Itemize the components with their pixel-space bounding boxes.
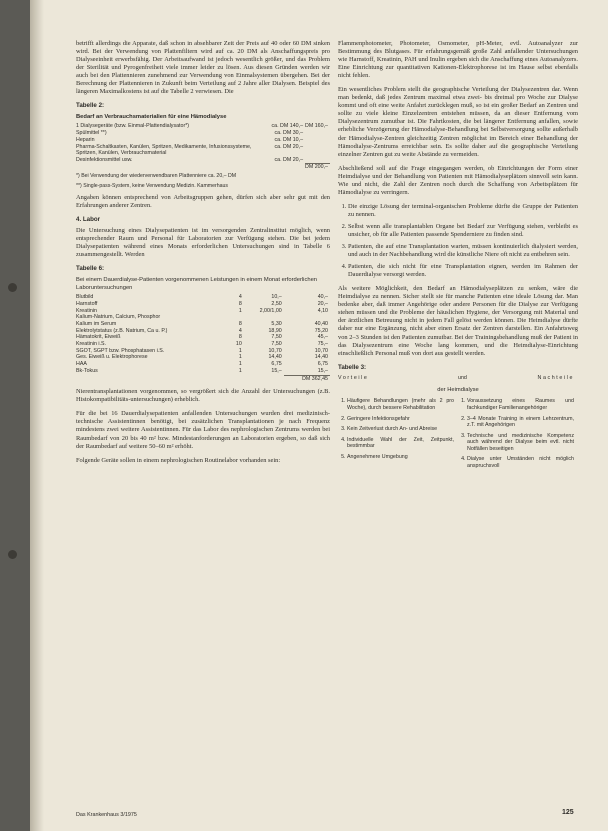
- row-sum: 6,75: [317, 361, 328, 368]
- table-body: [76, 123, 330, 170]
- row-label: Heparin: [76, 136, 95, 143]
- advantage-item: 4. Individuelle Wahl der Zeit, Zeitpunkt, bestimmbar: [347, 437, 454, 450]
- row-price: 6,75: [271, 361, 282, 368]
- row-label: Desinfektionsmittel usw.: [76, 156, 133, 163]
- paragraph: Abschließend soll auf die Frage eingegangen werden, ob Einrichtungen der Form einer Heimdialyse und der Behandlung von Patienten mit Hämodialyseplätzen sinnvoll sein kann. Wie und nicht, die Zahl der Zentren noch durch die Schaffung von Arbeitsplätzen für Hämodialyse zu verringern.: [338, 164, 578, 196]
- table-sum: DM 362,45: [284, 375, 330, 382]
- row-price: 10,70: [268, 347, 282, 354]
- table-row: [76, 368, 330, 375]
- row-count: 8: [238, 334, 242, 341]
- table-caption: Bedarf an Verbrauchsmaterialien für eine Hämodialyse: [76, 114, 227, 121]
- row-total: [305, 157, 330, 164]
- list-item: 1. Die einzige Lösung der terminal-organischen Probleme dürfte die Gruppe der Patienten zu nennen.: [348, 203, 578, 219]
- table-row: [76, 144, 330, 157]
- row-price: [244, 314, 284, 321]
- paragraph: Flammenphotometer, Photometer, Osmometer, pH-Meter, evtl. Autoanalyzer zur Bestimmung des Blutgases. Für erfahrungsgemäß große Zahl anfallender Untersuchungen wie Harnstoff, Kreatinin, PAH und Inulin ergeben sich die Anschaffung eines Autoanalyzers. Eine Einrichtung zur quantitativen Kationen-Elektrophorese ist im Hause selbst ebenfalls nicht fehlen.: [338, 40, 578, 80]
- row-count: 10: [235, 341, 242, 348]
- table-2: [76, 102, 330, 189]
- row-label: Kalium im Serum: [76, 320, 117, 327]
- list-item: 4. Patienten, die sich nicht für eine Transplantation eignen, werden im Rahmen der Dauerdialyse versorgt werden.: [348, 263, 578, 279]
- table-subhead: der Heimdialyse: [437, 387, 479, 394]
- disadvantages-list: [458, 398, 574, 469]
- left-column: [76, 40, 330, 471]
- row-total: [305, 130, 330, 137]
- row-count: 1: [238, 367, 242, 374]
- punch-hole: [8, 283, 17, 292]
- table-row: [76, 294, 330, 301]
- row-sum: 75,–: [317, 341, 328, 348]
- disadvantage-item: 4. Dialyse unter Umständen nicht möglich anspruchsvoll: [467, 456, 574, 469]
- column-head-joiner: und: [458, 374, 467, 381]
- table-row: [76, 361, 330, 368]
- column-head: Nachteile: [537, 374, 574, 381]
- table-sum: DM 200,–: [305, 164, 328, 171]
- row-count: 8: [238, 320, 242, 327]
- row-count: 1: [238, 361, 242, 368]
- row-sum: 75,20: [314, 327, 328, 334]
- paragraph: Als weitere Möglichkeit, den Bedarf an Hämodialyseplätzen zu senken, wäre die Heimdialyse zu nennen. Sicher stellt sie für manche Patienten eine ideale Lösung dar. Man bedenke aber, daß immer Angehörige oder andere Personen für die Dialyse zur Verfügung stehen müssen und die Probleme der häuslichen Hygiene, der Versorgung mit Material und der ärztlichen Betreuung nicht in jedem Fall gelöst werden können. Die Heimdialyse dürfte daher nur eine Ergänzung, nicht aber einen Ersatz der Zentren darstellen. Ein Anfahrtsweg von 2–3 Stunden ist den Patienten zumutbar. Bei der Trainingsbehandlung muß der Patient in das Dialysezentrum eine Woche lang kommen, und die Heimdialyse-Einrichtung einschließlich Personal muß von dort aus gestellt werden.: [338, 285, 578, 357]
- row-total: [305, 137, 330, 144]
- row-label: Kreatinin: [76, 307, 97, 314]
- advantages-list: [338, 398, 454, 460]
- column-head: Vorteile: [338, 374, 369, 381]
- table-caption: Bei einem Dauerdialyse-Patienten vorgenommenen Leistungen in einem Monat erforderlichen Laboruntersuchungen: [76, 277, 318, 292]
- table-title: Tabelle 3:: [338, 363, 367, 371]
- row-label: Kalium-Natrium, Calcium, Phosphor: [76, 314, 161, 321]
- table-6: [76, 265, 330, 382]
- row-sum: 4,10: [317, 307, 328, 314]
- row-label: Hämatokrit, Eiweiß: [76, 334, 121, 341]
- row-sum: 10,70: [314, 347, 328, 354]
- row-label: Blutbild: [76, 294, 94, 301]
- row-count: 4: [238, 327, 242, 334]
- advantage-item: 5. Angenehmere Umgebung: [347, 454, 454, 461]
- row-amount: ca. DM 20,–: [274, 143, 304, 150]
- paragraph: Für die bei 16 Dauerdialysepatienten anfallenden Untersuchungen wurden drei medizinisch-technische Assistentinnen benötigt, bei zusätzlichen Transplantationen je nach Frequenz mindestens zwei weitere Assistentinnen. Für das Labor des nephrologischen Zentrums werden bei Raumbedarf von 20 bis 40 m² bzw. Mindestanforderungen an Laboratorien ergeben, so daß sich der Raumbedarf auf weitere 50–60 m² erhöht.: [76, 410, 330, 450]
- table-row: [76, 328, 330, 335]
- table-row: [76, 334, 330, 341]
- paragraph: Folgende Geräte sollen in einem nephrologischen Routinelabor vorhanden sein:: [76, 456, 281, 464]
- table-row: [76, 348, 330, 355]
- row-price: 18,90: [268, 327, 282, 334]
- row-amount: ca. DM 140,–: [271, 123, 304, 130]
- row-price: 2,00/1,00: [259, 307, 282, 314]
- advantage-item: 2. Geringere Infektionsgefahr: [347, 416, 454, 423]
- table-row: [76, 354, 330, 361]
- row-sum: 45,–: [317, 334, 328, 341]
- row-amount: ca. DM 20,–: [274, 156, 304, 163]
- row-sum: 40,–: [317, 294, 328, 301]
- row-label: Bk-Tokus: [76, 367, 98, 374]
- row-price: 14,40: [268, 354, 282, 361]
- paragraph: betrifft allerdings die Apparate, daß schon in absehbarer Zeit der Preis auf 40 oder 60 DM sinken wird. Bei der Verwendung von Plattenfiltern wird auf ca. 20 DM als Anschaffungspreis pro Dialyseeinheit erwerbsfähig. Der Arbeitsaufwand ist jedoch wesentlich größer, und das Problem der Sterilität und Pyrogenfreiheit viele immer leider zu lösen. Aus diesen Gründen werden wir auch bei den Plattennieren zunehmend zur Verwendung von Einmalsystemen übergehen. Bei der Berechnung der Plattennieren in Zukunft beim Verteilung auf 2 Jahre aller Dialysen. Beispiel des längeren Maximalkostens ist auf die Tabelle 2 verwiesen. Die: [76, 40, 330, 96]
- paragraph: Ein wesentliches Problem stellt die geographische Verteilung der Dialysezentren dar. Wenn man bedenkt, daß jedes Zentrum maximal etwa zwei- bis dreimal pro Woche zur Dialyse kommt und oft eine weite Anfahrt zurücklegen muß, so ist ein großer Bedarf an Zentren und sollte zu viele kleine Einzelzentren entstehen müssen, da an dieser Entfernung vom Dialysezentrum zumutbar ist. Die Fahrtkosten, die bei längerer Entfernung anfallen, sowie erhebliche Verzögerung der Hämodialyse-Behandlung bei Selbstversorgung sollte außerhalb der Hämodialyse-Zentren gleichzeitig Zentren möglichst im Bereich einer Behandlung der Hämodialyse-Zentrums erreichbar sein. Es sollte daher auf die geographische Verteilung einzelner Zentren gut zu weite Abstände zu vermeiden.: [338, 86, 578, 158]
- row-amount: ca. DM 10,–: [274, 136, 304, 143]
- row-label: Kreatinin i.S.: [76, 341, 107, 348]
- table-row: [76, 321, 330, 328]
- footnote: *) Bei Verwendung der wiederverwendbaren Plattenniere ca. 20,– DM: [76, 172, 237, 179]
- row-price: 7,50: [271, 341, 282, 348]
- row-label: HAA: [76, 361, 87, 368]
- paragraph: Nierentransplantationen vorgenommen, so vergrößert sich die Anzahl der Untersuchungen (z.B. Histokompatibilitäts-untersuchungen) erheblich.: [76, 388, 330, 404]
- table-3: [338, 364, 578, 481]
- disadvantage-item: 3. Technische und medizinische Kompetenz auch während der Dialyse beim evtl. nicht Notfällen beseitigen: [467, 433, 574, 453]
- row-label: Pharma-Schaltkasten, Kanülen, Spritzen, Medikamente, Infusionssysteme, Spritzen, Kanülen, Verbrauchsmaterial: [76, 143, 252, 157]
- table-header: [338, 375, 578, 387]
- journal-footer: Das Krankenhaus 3/1975: [76, 812, 137, 818]
- paragraph: Angaben können entsprechend von Arbeitsgruppen gehen, dürfen sich aber sehr gut mit den Erfahrungen anderer Zentren.: [76, 193, 330, 209]
- row-sum: 15,–: [317, 367, 328, 374]
- footnote: **) Single-pass-System, keine Verwendung Medizin. Kammerhaus: [76, 183, 228, 190]
- row-count: 1: [238, 347, 242, 354]
- numbered-list: [338, 203, 578, 279]
- row-count: 1: [238, 307, 242, 314]
- row-label: Elektrolytstatus (z.B. Natrium, Ca u. P.): [76, 327, 168, 334]
- row-price: 10,–: [271, 294, 282, 301]
- row-count: [231, 314, 244, 321]
- disadvantage-item: 2. 3–4 Monate Training in einem Lehrzentrum, z.T. mit Angehörigen: [467, 416, 574, 429]
- right-column: [338, 40, 578, 481]
- table-title: Tabelle 6:: [76, 264, 105, 272]
- row-total: DM 160,–: [305, 123, 328, 130]
- row-label: Spülmittel **): [76, 130, 107, 137]
- section-heading: 4. Labor: [76, 215, 101, 223]
- disadvantage-item: 1. Voraussetzung eines Raumes und fachkundiger Familienangehöriger: [467, 398, 574, 411]
- row-label: 1 Dialysegeräte (bzw. Einmal-Plattendialysator*): [76, 123, 190, 130]
- table-row: [76, 137, 330, 144]
- table-row: [76, 314, 330, 321]
- advantage-item: 1. Häufigere Behandlungen (mehr als 2 pro Woche), durch bessere Rehabilitation: [347, 398, 454, 411]
- row-price: 2,50: [271, 300, 282, 307]
- row-count: 8: [238, 300, 242, 307]
- row-price: 15,–: [271, 367, 282, 374]
- table-row: [76, 341, 330, 348]
- table-row: [76, 130, 330, 137]
- row-count: 4: [238, 294, 242, 301]
- table-row: [76, 123, 330, 130]
- advantage-item: 3. Kein Zeitverlust durch An- und Abreise: [347, 426, 454, 433]
- table-title: Tabelle 2:: [76, 102, 105, 110]
- table-body: [76, 294, 330, 382]
- binding-gutter: [30, 0, 44, 831]
- paragraph: Die Untersuchung eines Dialysepatienten ist im versorgenden Zentralinstitut möglich, wenn entsprechender Raum und Personal für Laboratorien zur Verfügung stehen. Die bei jedem Dialysepatienten während eines Monats erforderlichen Untersuchungen sind in Tabelle 6 zusammengestellt. Werden: [76, 226, 330, 258]
- row-label: SGOT, SGPT bzw. Phosphatasen i.S.: [76, 347, 165, 354]
- row-label: Ges. Eiweiß u. Elektrophorese: [76, 354, 148, 361]
- row-sum: [284, 314, 330, 321]
- table-body: [338, 398, 578, 480]
- row-count: 1: [238, 354, 242, 361]
- table-row: [76, 301, 330, 308]
- row-price: 5,30: [271, 320, 282, 327]
- page-number: 125: [562, 809, 574, 816]
- punch-hole: [8, 550, 17, 559]
- list-item: 3. Patienten, die auf eine Transplantation warten, müssen kontinuierlich dialysiert werden, und auch in der Nachbehandlung wird die künstliche Niere oft nicht zu entbehren sein.: [348, 243, 578, 259]
- row-amount: ca. DM 30,–: [274, 130, 304, 137]
- table-row: [76, 157, 330, 164]
- table-row: [76, 308, 330, 315]
- row-total: [305, 144, 330, 157]
- list-item: 2. Selbst wenn alle transplantablen Organe bei Bedarf zur Verfügung stehen, verbleibt es unsicher, ob für alle Patienten passende Spenderniere zu finden sind.: [348, 223, 578, 239]
- row-sum: 20,–: [317, 300, 328, 307]
- row-label: Harnstoff: [76, 300, 98, 307]
- row-price: 7,50: [271, 334, 282, 341]
- row-sum: 14,40: [314, 354, 328, 361]
- row-sum: 40,40: [314, 320, 328, 327]
